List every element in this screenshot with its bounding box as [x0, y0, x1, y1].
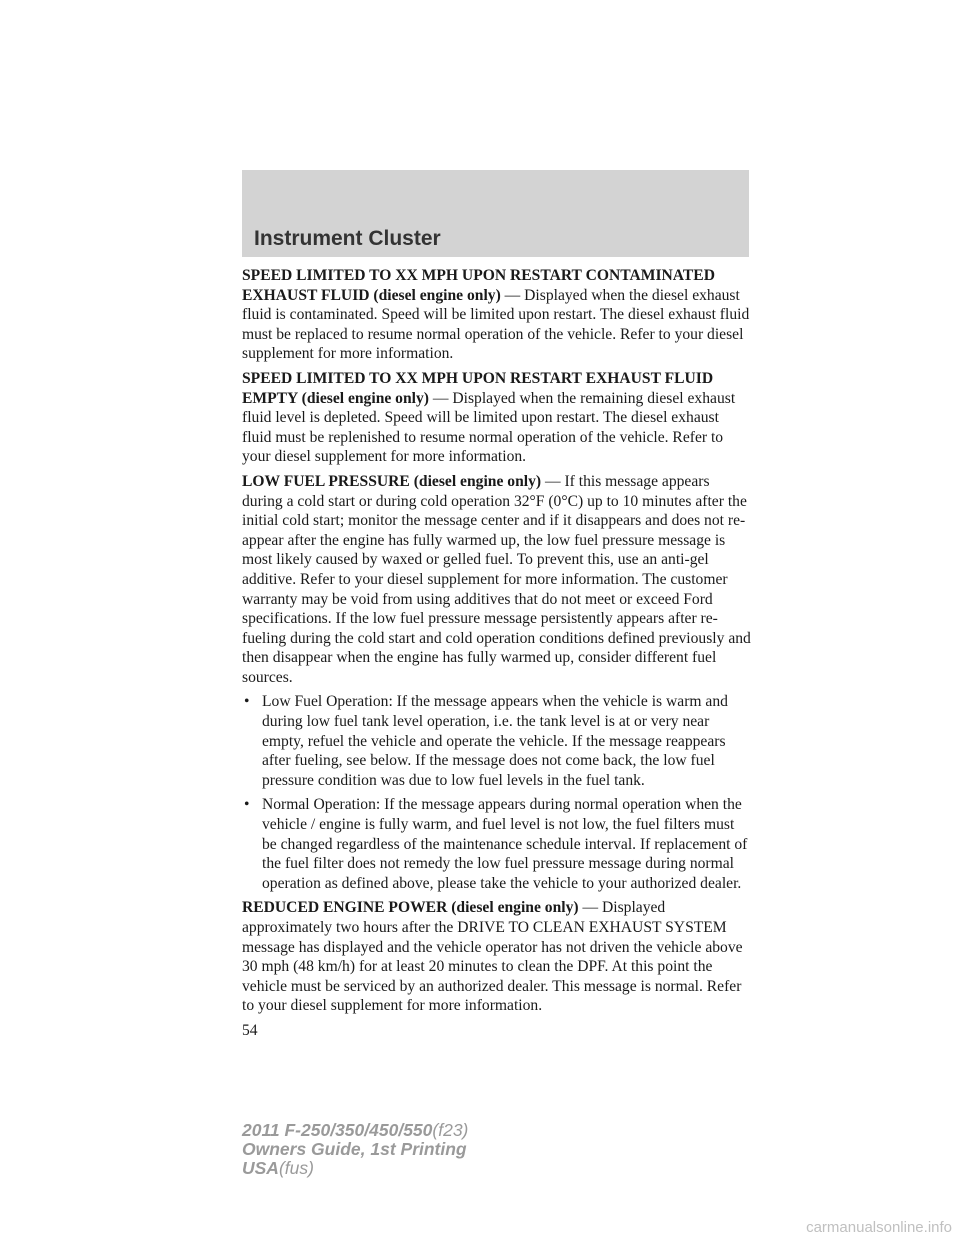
section-header-band — [242, 170, 749, 257]
footer-region-code: (fus) — [278, 1158, 314, 1178]
footer-printing-text: Owners Guide, 1st Printing — [242, 1139, 467, 1159]
bullet-icon: • — [244, 693, 250, 711]
message-heading: LOW FUEL PRESSURE (diesel engine only) — [242, 472, 542, 490]
message-heading: SPEED LIMITED TO XX MPH UPON RESTART EXHAUST FLUID EMPTY (diesel engine only) — [242, 369, 714, 407]
message-paragraph-low-fuel-pressure — [242, 472, 752, 688]
watermark-link[interactable]: carmanualsonline.info — [806, 1219, 952, 1236]
message-heading: SPEED LIMITED TO XX MPH UPON RESTART CONTAMINATED EXHAUST FLUID (diesel engine only) — [242, 267, 715, 304]
document-footer — [242, 1121, 468, 1178]
footer-region-text: USA — [242, 1158, 279, 1178]
footer-line-printing — [242, 1140, 468, 1159]
message-description: — Displayed when the remaining diesel exhaust fluid level is depleted. Speed will be limited upon restart. The diesel exhaust fluid must be replenished to resume normal operation of the vehicle. Refer to your diesel supplement for more information. — [242, 389, 736, 466]
bullet-text: Normal Operation: If the message appears during normal operation when the vehicle / engine is fully warm, and fuel level is not low, the fuel filters must be changed regardless of the maintenance schedule interval. If replacement of the fuel filter does not remedy the low fuel pressure message during normal operation as defined above, please take the vehicle to your authorized dealer. — [262, 796, 748, 892]
footer-model-code: (f23) — [432, 1120, 469, 1140]
section-title: Instrument Cluster — [254, 227, 441, 250]
bullet-icon: • — [244, 796, 250, 814]
message-description: — Displayed when the diesel exhaust fluid is contaminated. Speed will be limited upon restart. The diesel exhaust fluid must be replaced to resume normal operation of the vehicle. Refer to your diesel supplement for more information. — [242, 286, 750, 363]
message-description: — Displayed approximately two hours after the DRIVE TO CLEAN EXHAUST SYSTEM message has displayed and the vehicle operator has not driven the vehicle above 30 mph (48 km/h) for at least 20 minutes to clean the DPF. At this point the vehicle must be serviced by an authorized dealer. This message is normal. Refer to your diesel supplement for more information. — [242, 899, 743, 1015]
message-description: — If this message appears during a cold start or during cold operation 32°F (0°C) up to 10 minutes after the initial cold start; monitor the message center and if it disappears and does not re-appear after the engine has fully warmed up, the low fuel pressure message is most likely caused by waxed or gelled fuel. To prevent this, use an anti-gel additive. Refer to your diesel supplement for more information. The customer warranty may be void from using additives that do not meet or exceed Ford specifications. If the low fuel pressure message persistently appears after re-fueling during the cold start and cold operation conditions defined previously and then disappear when the engine has fully warmed up, consider different fuel sources. — [242, 472, 751, 686]
bullet-item-normal-operation — [242, 795, 752, 893]
message-paragraph-contaminated-fluid — [242, 266, 752, 364]
message-paragraph-fluid-empty — [242, 369, 752, 467]
bullet-item-low-fuel-operation — [242, 692, 752, 790]
message-heading: REDUCED ENGINE POWER (diesel engine only) — [242, 899, 579, 917]
footer-line-model — [242, 1121, 468, 1140]
page-number: 54 — [242, 1021, 258, 1039]
message-paragraph-reduced-engine-power — [242, 898, 752, 1016]
page-content — [242, 266, 752, 1041]
bullet-text: Low Fuel Operation: If the message appears when the vehicle is warm and during low fuel tank level operation, i.e. the tank level is at or very near empty, refuel the vehicle and operate the vehicle. If the message reappears after fueling, see below. If the message does not come back, the low fuel pressure condition was due to low fuel levels in the fuel tank. — [262, 693, 728, 789]
footer-model-text: 2011 F-250/350/450/550 — [242, 1120, 433, 1140]
footer-line-region — [242, 1159, 468, 1178]
